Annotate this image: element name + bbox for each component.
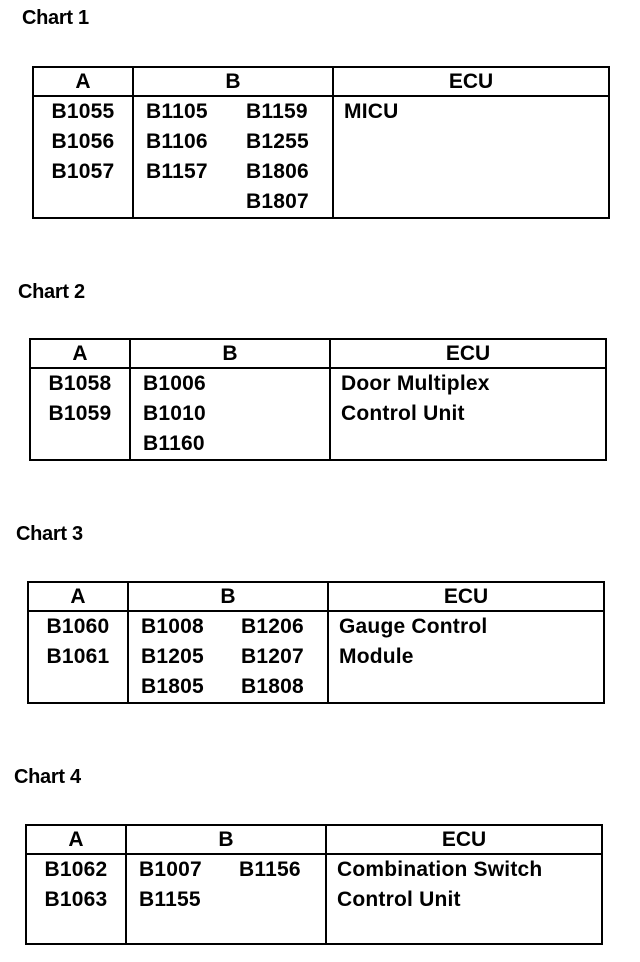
a-code: B1055 xyxy=(51,100,115,123)
b-code: B1207 xyxy=(241,645,304,668)
table-header-row xyxy=(28,582,604,611)
table-row xyxy=(26,854,602,944)
b-code: B1156 xyxy=(239,858,301,881)
b-code: B1007 xyxy=(139,858,202,881)
a-code: B1061 xyxy=(46,645,110,668)
b-code: B1805 xyxy=(141,675,204,698)
b-code xyxy=(239,885,339,915)
a-code: B1058 xyxy=(48,372,112,395)
b-codes-cell xyxy=(128,611,328,703)
b-code: B1206 xyxy=(241,615,304,638)
b-code: B1157 xyxy=(146,160,208,183)
chart-4-title: Chart 4 xyxy=(14,766,81,788)
column-header-b: B xyxy=(126,825,326,854)
ecu-name: Door Multiplex xyxy=(341,372,490,395)
column-header-b: B xyxy=(133,67,333,96)
b-codes-cell xyxy=(130,368,330,460)
a-codes-cell xyxy=(28,611,128,703)
b-code: B1105 xyxy=(146,100,208,123)
b-code: B1159 xyxy=(246,100,308,123)
ecu-name: MICU xyxy=(344,100,399,123)
a-code: B1060 xyxy=(46,615,110,638)
b-code: B1205 xyxy=(141,645,204,668)
a-code: B1057 xyxy=(51,160,115,183)
chart-2-title: Chart 2 xyxy=(18,281,85,303)
table-header-row xyxy=(26,825,602,854)
column-header-b: B xyxy=(130,339,330,368)
ecu-cell xyxy=(333,96,609,218)
a-codes-cell xyxy=(30,368,130,460)
a-code: B1059 xyxy=(48,402,112,425)
chart-2-table xyxy=(29,338,607,461)
b-code: B1010 xyxy=(143,402,206,425)
b-code: B1808 xyxy=(241,675,304,698)
column-header-ecu: ECU xyxy=(333,67,609,96)
b-code: B1006 xyxy=(143,372,206,395)
chart-3-title: Chart 3 xyxy=(16,523,83,545)
ecu-cell xyxy=(328,611,604,703)
column-header-a: A xyxy=(30,339,130,368)
ecu-name: Control Unit xyxy=(341,402,465,425)
b-code: B1160 xyxy=(143,432,205,455)
ecu-name: Combination Switch xyxy=(337,858,543,881)
table-row xyxy=(30,368,606,460)
b-code: B1106 xyxy=(146,130,208,153)
b-code: B1807 xyxy=(246,190,309,213)
column-header-ecu: ECU xyxy=(330,339,606,368)
table-header-row xyxy=(33,67,609,96)
a-code: B1063 xyxy=(44,888,108,911)
b-code xyxy=(146,187,246,217)
ecu-name: Control Unit xyxy=(337,888,461,911)
chart-3-table xyxy=(27,581,605,704)
chart-1-table xyxy=(32,66,610,219)
b-codes-cell xyxy=(133,96,333,218)
b-codes-cell xyxy=(126,854,326,944)
table-row xyxy=(28,611,604,703)
a-codes-cell xyxy=(33,96,133,218)
column-header-a: A xyxy=(26,825,126,854)
ecu-name: Module xyxy=(339,645,414,668)
b-code: B1008 xyxy=(141,615,204,638)
chart-4-table xyxy=(25,824,603,945)
b-code: B1255 xyxy=(246,130,309,153)
column-header-a: A xyxy=(28,582,128,611)
table-row xyxy=(33,96,609,218)
b-code: B1155 xyxy=(139,888,201,911)
column-header-ecu: ECU xyxy=(326,825,602,854)
ecu-cell xyxy=(330,368,606,460)
ecu-name: Gauge Control xyxy=(339,615,488,638)
b-code: B1806 xyxy=(246,160,309,183)
ecu-cell xyxy=(326,854,602,944)
a-code: B1062 xyxy=(44,858,108,881)
table-header-row xyxy=(30,339,606,368)
column-header-a: A xyxy=(33,67,133,96)
column-header-ecu: ECU xyxy=(328,582,604,611)
a-code: B1056 xyxy=(51,130,115,153)
a-codes-cell xyxy=(26,854,126,944)
chart-1-title: Chart 1 xyxy=(22,7,89,29)
column-header-b: B xyxy=(128,582,328,611)
